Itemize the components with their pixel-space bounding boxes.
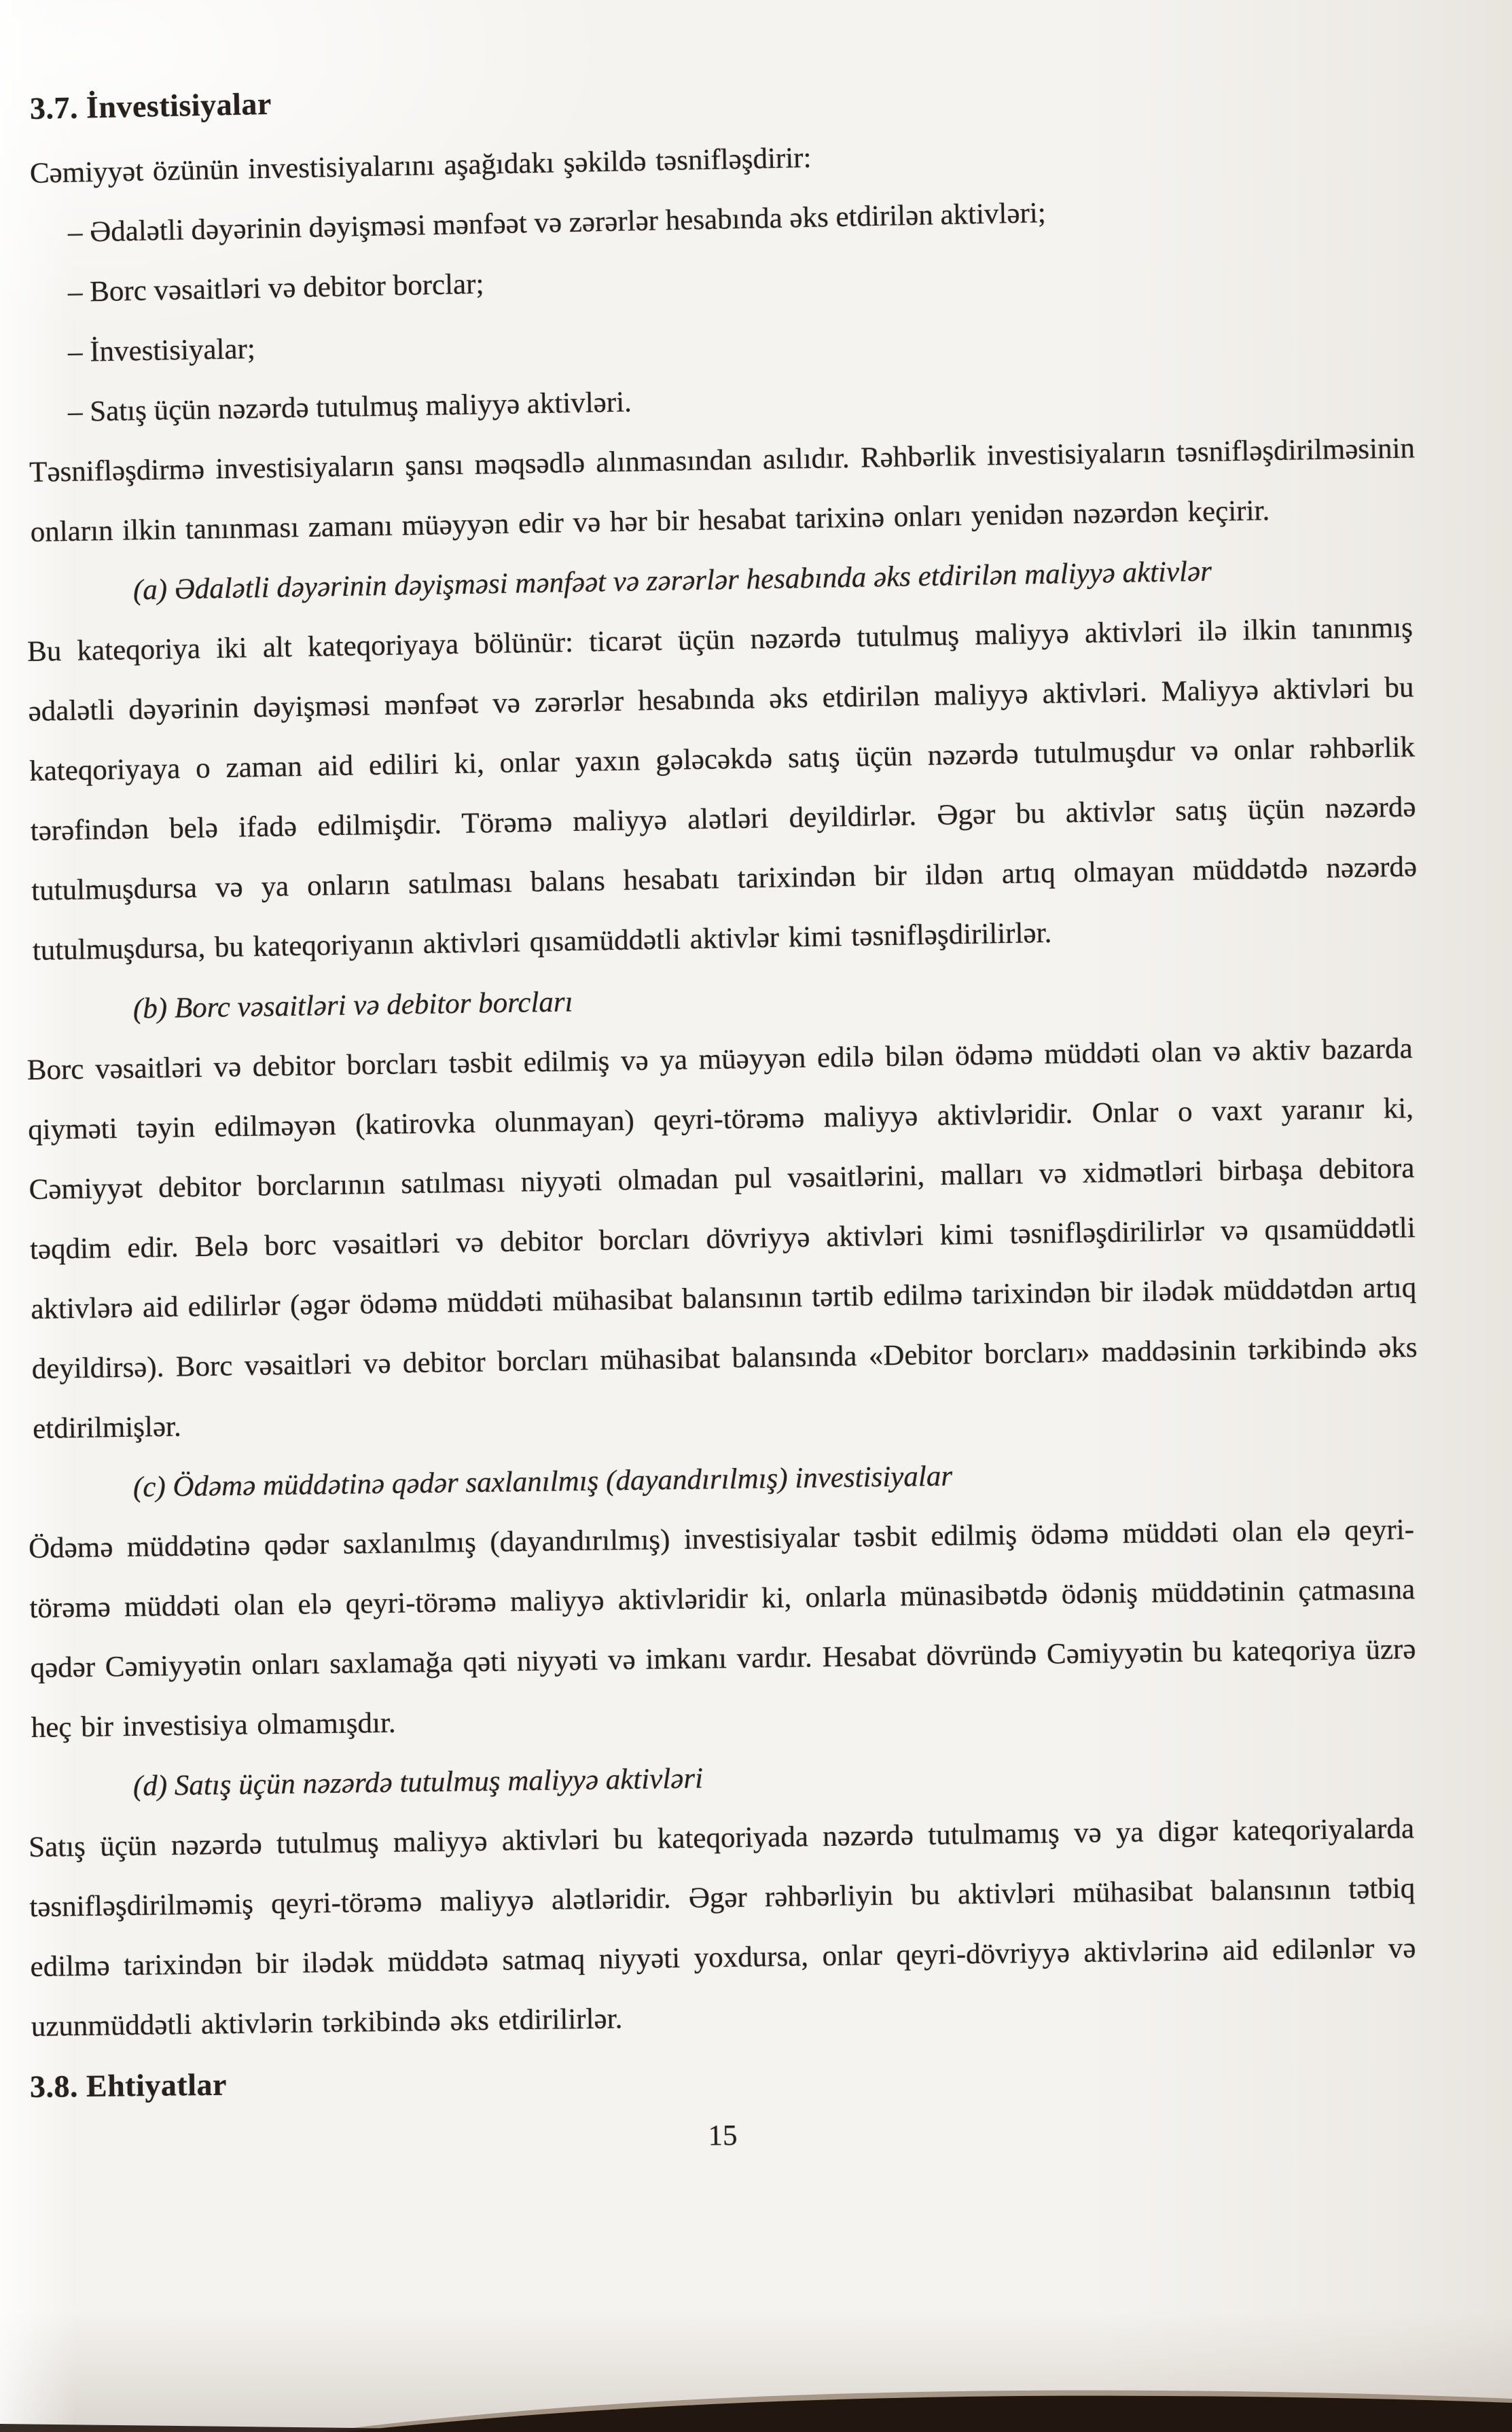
classification-list-item: – Borc vəsaitləri və debitor borclar; — [67, 268, 484, 308]
scan-edge-bottom — [0, 2378, 1512, 2432]
classification-paragraph: Təsnifləşdirmə investisiyaların şansı məqsədlə alınmasından asılıdır. Rəhbərlik investisiyaların təsnifləşdirilməsinin onların ilkin tanınması zamanı müəyyən edir və hər bir hesabat tarixinə onları yenidən nəzərdən keçirir. — [29, 432, 1416, 548]
classification-list-item: – Satış üçün nəzərdə tutulmuş maliyyə aktivləri. — [67, 386, 632, 429]
section-3-8-heading: 3.8. Ehtiyatlar — [29, 2067, 228, 2104]
item-c-heading: (c) Ödəmə müddətinə qədər saxlanılmış (dayandırılmış) investisiyalar — [132, 1460, 953, 1503]
item-a-paragraph: Bu kateqoriya iki alt kateqoriyaya bölünür: ticarət üçün nəzərdə tutulmuş maliyyə aktivləri ilə ilkin tanınmış ədalətli dəyərinin dəyişməsi mənfəət və zərərlər hesabında əks etdirilən maliyyə aktivləri. Maliyyə aktivləri bu kateqoriyaya o zaman aid ediliri ki, onlar yaxın gələcəkdə satış üçün nəzərdə tutulmuşdur və onlar rəhbərlik tərəfindən belə ifadə edilmişdir. Törəmə maliyyə alətləri deyildirlər. Əgər bu aktivlər satış üçün nəzərdə tutulmuşdursa və ya onların satılması balans hesabatı tarixindən bir ildən artıq olmayan müddətdə nəzərdə tutulmuşdursa, bu kateqoriyanın aktivləri qısamüddətli aktivlər kimi təsnifləşdirilirlər. — [26, 611, 1418, 967]
classification-list-item: – İnvestisiyalar; — [67, 333, 256, 369]
section-3-7-heading: 3.7. İnvestisiyalar — [29, 86, 272, 126]
intro-paragraph: Cəmiyyət özünün investisiyalarını aşağıdakı şəkildə təsnifləşdirir: — [29, 141, 812, 190]
item-d-paragraph: Satış üçün nəzərdə tutulmuş maliyyə aktivləri bu kateqoriyada nəzərdə tutulmamış və ya digər kateqoriyalarda təsnifləşdirilməmiş qeyri-törəmə maliyyə alətləridir. Əgər rəhbərliyin bu aktivləri mühasibat balansının tətbiq edilmə tarixindən bir ilədək müddətə satmaq niyyəti yoxdursa, onlar qeyri-dövriyyə aktivlərinə aid edilənlər və uzunmüddətli aktivlərin tərkibində əks etdirilirlər. — [28, 1812, 1416, 2043]
page-number: 15 — [708, 2120, 738, 2152]
document-text-column — [26, 79, 1418, 2174]
item-a-heading: (a) Ədalətli dəyərinin dəyişməsi mənfəət və zərərlər hesabında əks etdirilən maliyyə aktivlər — [132, 555, 1212, 607]
scan-edge-left-sliver — [0, 2424, 414, 2432]
item-b-heading: (b) Borc vəsaitləri və debitor borcları — [132, 986, 573, 1025]
item-d-heading: (d) Satış üçün nəzərdə tutulmuş maliyyə aktivləri — [132, 1762, 704, 1802]
item-c-paragraph: Ödəmə müddətinə qədər saxlanılmış (dayandırılmış) investisiyalar təsbit edilmiş ödəmə müddəti olan elə qeyri-törəmə müddəti olan elə qeyri-törəmə maliyyə aktivləridir ki, onlarla münasibətdə ödəniş müddətinin çatmasına qədər Cəmiyyətin onları saxlamağa qəti niyyəti və imkanı vardır. Hesabat dövründə Cəmiyyətin bu kateqoriya üzrə heç bir investisiya olmamışdır. — [28, 1514, 1416, 1744]
item-b-paragraph: Borc vəsaitləri və debitor borcları təsbit edilmiş və ya müəyyən edilə bilən ödəmə müddəti olan və aktiv bazarda qiyməti təyin edilməyən (katirovka olunmayan) qeyri-törəmə maliyyə aktivləridir. Onlar o vaxt yaranır ki, Cəmiyyət debitor borclarının satılması niyyəti olmadan pul vəsaitlərini, malları və xidmətləri birbaşa debitora təqdim edir. Belə borc vəsaitləri və debitor borcları dövriyyə aktivləri kimi təsnifləşdirilirlər və qısamüddətli aktivlərə aid edilirlər (əgər ödəmə müddəti mühasibat balansının tərtib edilmə tarixindən bir ilədək müddətdən artıq deyildirsə). Borc vəsaitləri və debitor borcları mühasibat balansında «Debitor borcları» maddəsinin tərkibində əks etdirilmişlər. — [26, 1032, 1418, 1445]
classification-list-item: – Ədalətli dəyərinin dəyişməsi mənfəət və zərərlər hesabında əks etdirilən aktivləri; — [67, 196, 1047, 249]
